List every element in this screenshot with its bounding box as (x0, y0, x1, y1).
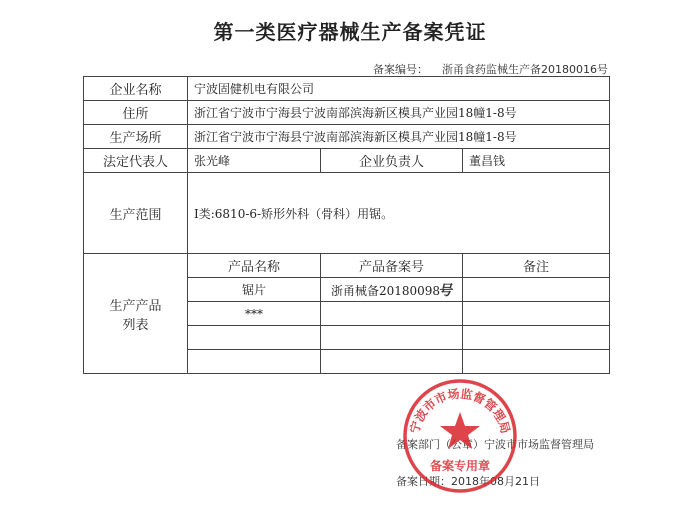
products-label-line1: 生产产品 (109, 298, 162, 314)
product-note (463, 350, 610, 374)
scope-label: 生产范围 (84, 173, 188, 254)
legal-rep-value: 张光峰 (188, 149, 321, 173)
site-row (84, 125, 610, 149)
products-header-row (84, 254, 610, 278)
address-label: 住所 (84, 101, 188, 125)
certificate-table (83, 76, 610, 374)
svg-text:备案专用章: 备案专用章 (429, 459, 491, 473)
col-product-record: 产品备案号 (321, 254, 463, 278)
svg-text:宁波市市场监督管理局: 宁波市市场监督管理局 (407, 386, 513, 435)
product-record (321, 326, 463, 350)
legal-rep-row (84, 149, 610, 173)
official-seal-icon (400, 376, 520, 496)
legal-rep-label: 法定代表人 (84, 149, 188, 173)
product-note (463, 302, 610, 326)
company-row (84, 77, 610, 101)
product-note (463, 278, 610, 302)
product-note (463, 326, 610, 350)
address-row (84, 101, 610, 125)
scope-value: Ⅰ类:6810-6-矫形外科（骨科）用锯。 (188, 173, 610, 254)
record-department: 备案部门（公章）宁波市市场监督管理局 (396, 438, 594, 451)
col-note: 备注 (463, 254, 610, 278)
product-name (188, 326, 321, 350)
head-label: 企业负责人 (321, 149, 463, 173)
page-title: 第一类医疗器械生产备案凭证 (213, 20, 487, 44)
record-date: 备案日期：2018年08月21日 (396, 475, 540, 488)
record-number (373, 61, 608, 77)
product-name (188, 350, 321, 374)
products-label-line2: 列表 (122, 317, 149, 333)
scope-row (84, 173, 610, 254)
col-product-name: 产品名称 (188, 254, 321, 278)
products-label (84, 254, 188, 374)
product-name: *** (188, 302, 321, 326)
record-number-label: 备案编号： (373, 63, 428, 76)
head-value: 董昌钱 (463, 149, 610, 173)
product-record (321, 302, 463, 326)
address-value: 浙江省宁波市宁海县宁波南部滨海新区模具产业园18幢1-8号 (188, 101, 610, 125)
product-record (321, 350, 463, 374)
company-label: 企业名称 (84, 77, 188, 101)
product-name: 锯片 (188, 278, 321, 302)
company-value: 宁波固健机电有限公司 (188, 77, 610, 101)
product-record (321, 278, 463, 302)
record-number-value: 浙甬食药监械生产备20180016号 (442, 63, 608, 76)
handwritten-suffix: 号 (438, 282, 453, 299)
site-label: 生产场所 (84, 125, 188, 149)
product-record-value: 浙甬械备20180098 (330, 283, 441, 298)
site-value: 浙江省宁波市宁海县宁波南部滨海新区模具产业园18幢1-8号 (188, 125, 610, 149)
